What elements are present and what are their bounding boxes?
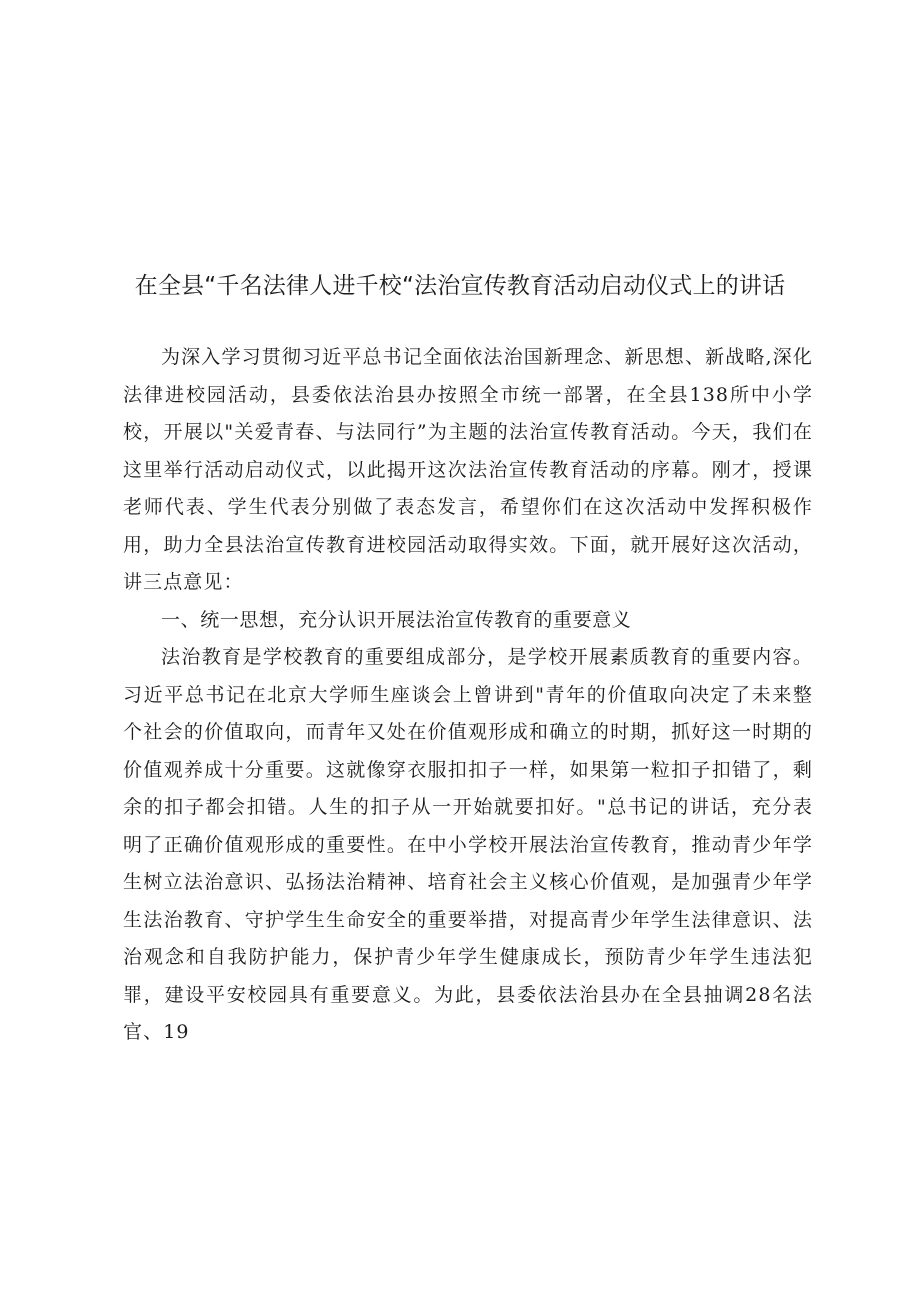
section-paragraph: 法治教育是学校教育的重要组成部分，是学校开展素质教育的重要内容。习近平总书记在北京大学师生座谈会上曾讲到"青年的价值取向决定了未来整个社会的价值取向，而青年又处在价值观形成和确立的时期，抓好这一时期的价值观养成十分重要。这就像穿衣服扣扣子一样，如果第一粒扣子扣错了，剩余的扣子都会扣错。人生的扣子从一开始就要扣好。"总书记的讲话，充分表明了正确价值观形成的重要性。在中小学校开展法治宣传教育，推动青少年学生树立法治意识、弘扬法治精神、培育社会主义核心价值观，是加强青少年学生法治教育、守护学生生命安全的重要举措，对提高青少年学生法律意识、法治观念和自我防护能力，保护青少年学生健康成长，预防青少年学生违法犯罪，建设平安校园具有重要意义。为此，县委依法治县办在全县抽调28名法官、19 — [123, 646, 813, 1043]
document-body — [123, 339, 813, 1052]
document-title: 在全县“千名法律人进千校“法治宣传教育活动启动仪式上的讲话 — [134, 273, 786, 299]
intro-paragraph: 为深入学习贯彻习近平总书记全面依法治国新理念、新思想、新战略,深化法律进校园活动，县委依法治县办按照全市统一部署，在全县138所中小学校，开展以"关爱青春、与法同行”为主题的法治宣传教育活动。今天，我们在这里举行活动启动仪式，以此揭开这次法治宣传教育活动的序幕。刚才，授课老师代表、学生代表分别做了表态发言，希望你们在这次活动中发挥积极作用，助力全县法治宣传教育进校园活动取得实效。下面，就开展好这次活动，讲三点意见： — [123, 346, 813, 593]
section-heading: 一、统一思想，充分认识开展法治宣传教育的重要意义 — [161, 608, 632, 631]
